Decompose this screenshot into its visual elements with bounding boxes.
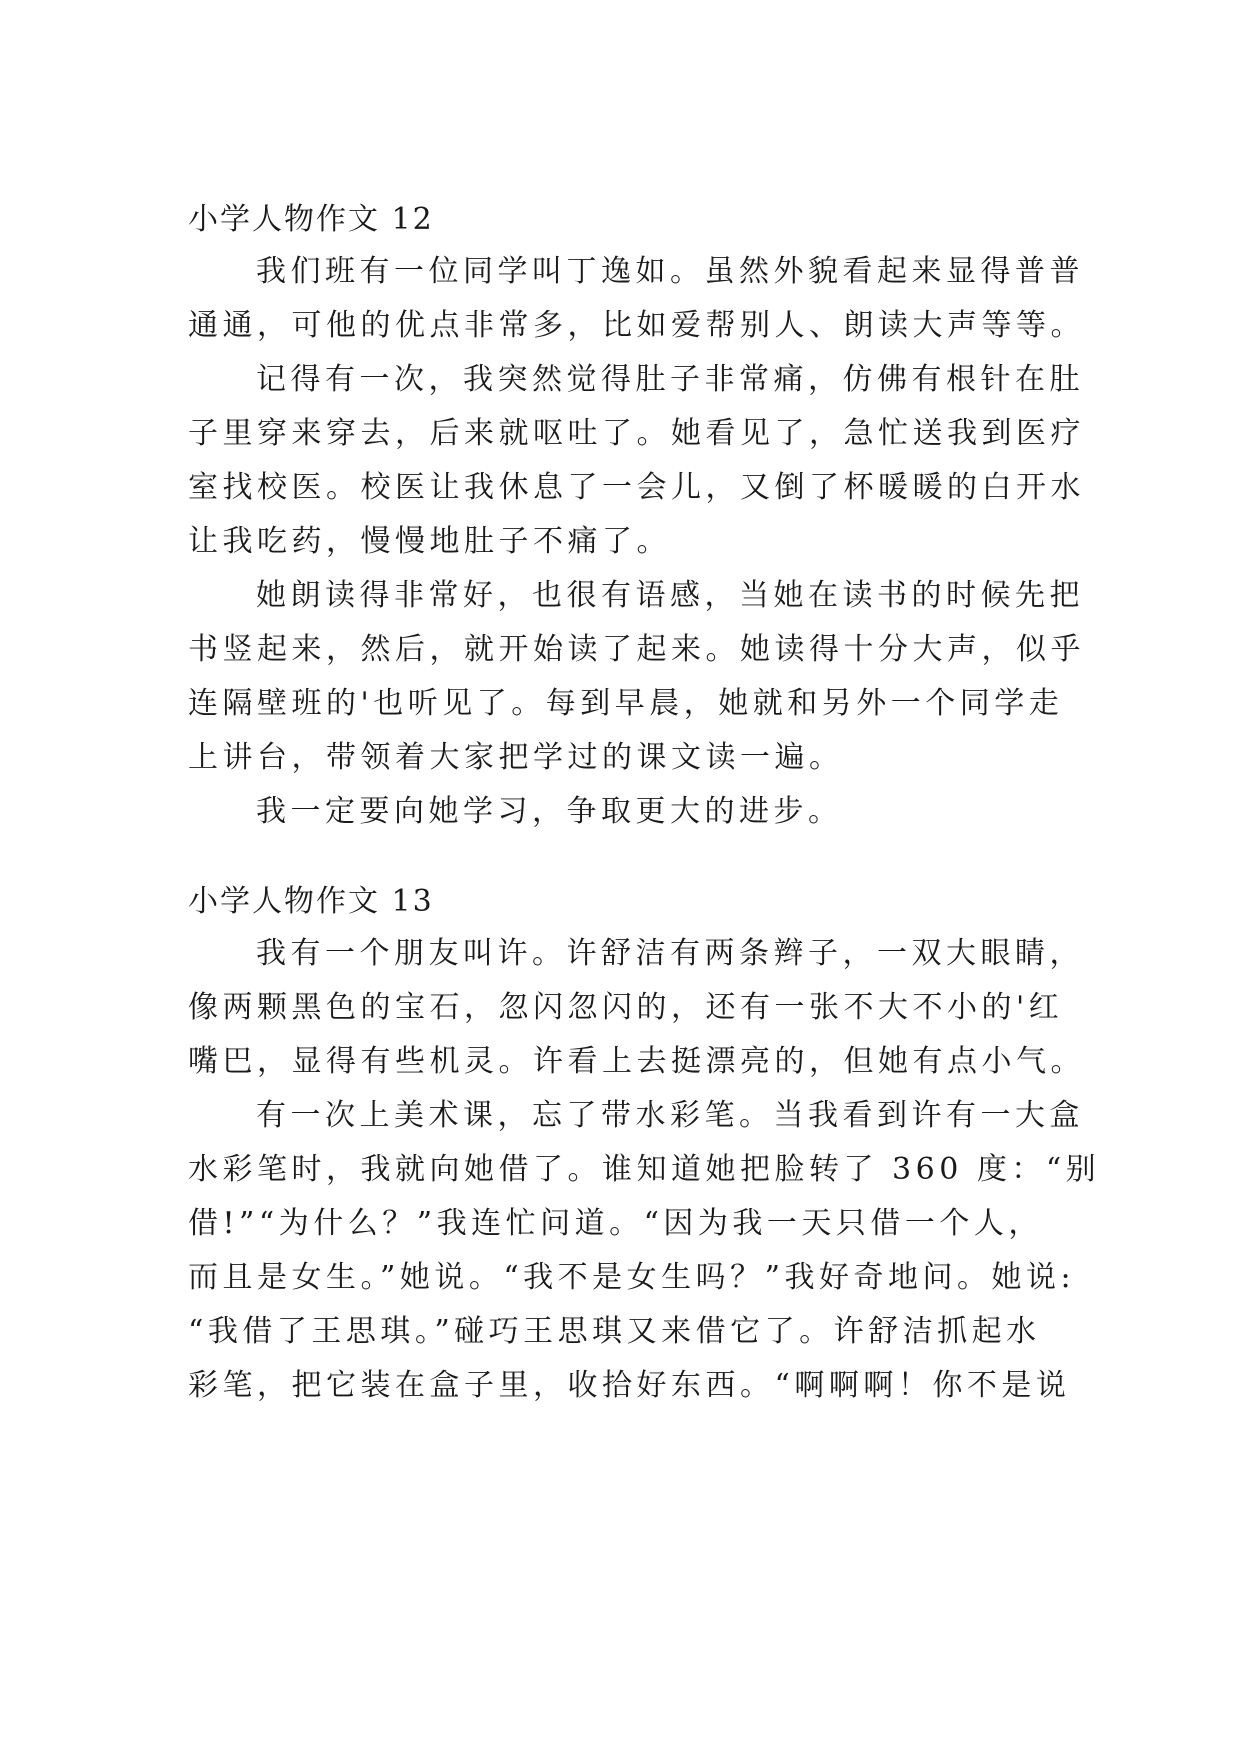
essay-12-line: 让我吃药，慢慢地肚子不痛了。 [188,524,671,559]
essay-12-line: 我们班有一位同学叫丁逸如。虽然外貌看起来显得普普 [256,254,1084,289]
essay-13-line: 借!”“为什么？”我连忙问道。“因为我一天只借一个人， [188,1206,1043,1241]
essay-12-line: 连隔壁班的'也听见了。每到早晨，她就和另外一个同学走 [188,686,1064,721]
essay-13-line: “我借了王思琪。”碰巧王思琪又来借它了。许舒洁抓起水 [188,1314,1041,1349]
essay-13-line: 我有一个朋友叫许。许舒洁有两条辫子，一双大眼睛， [256,936,1084,971]
essay-13-line: 而且是女生。”她说。“我不是女生吗？”我好奇地问。她说: [188,1260,1076,1295]
essay-13-line: 水彩笔时，我就向她借了。谁知道她把脸转了 360 度：“别 [188,1152,1101,1187]
essay-12-line: 上讲台，带领着大家把学过的课文读一遍。 [188,740,844,775]
essay-13-line: 有一次上美术课，忘了带水彩笔。当我看到许有一大盒 [256,1098,1084,1133]
essay-12-line: 她朗读得非常好，也很有语感，当她在读书的时候先把 [256,578,1084,613]
essay-13-line: 像两颗黑色的宝石，忽闪忽闪的，还有一张不大不小的'红 [188,990,1064,1025]
essay-12-line: 室找校医。校医让我休息了一会儿，又倒了杯暖暖的白开水 [188,470,1085,505]
essay-13-line: 嘴巴，显得有些机灵。许看上去挺漂亮的，但她有点小气。 [188,1044,1085,1079]
essay-12-line: 记得有一次，我突然觉得肚子非常痛，仿佛有根针在肚 [256,362,1084,397]
essay-12-line: 子里穿来穿去，后来就呕吐了。她看见了，急忙送我到医疗 [188,416,1085,451]
essay-12-line: 我一定要向她学习，争取更大的进步。 [256,794,843,829]
essay-13-line: 彩笔，把它装在盒子里，收拾好东西。“啊啊啊！你不是说 [188,1368,1071,1403]
essay-12-title: 小学人物作文 12 [188,202,434,237]
essay-13-title: 小学人物作文 13 [188,884,434,919]
essay-12-line: 书竖起来，然后，就开始读了起来。她读得十分大声，似乎 [188,632,1085,667]
essay-12-line: 通通，可他的优点非常多，比如爱帮别人、朗读大声等等。 [188,308,1085,343]
